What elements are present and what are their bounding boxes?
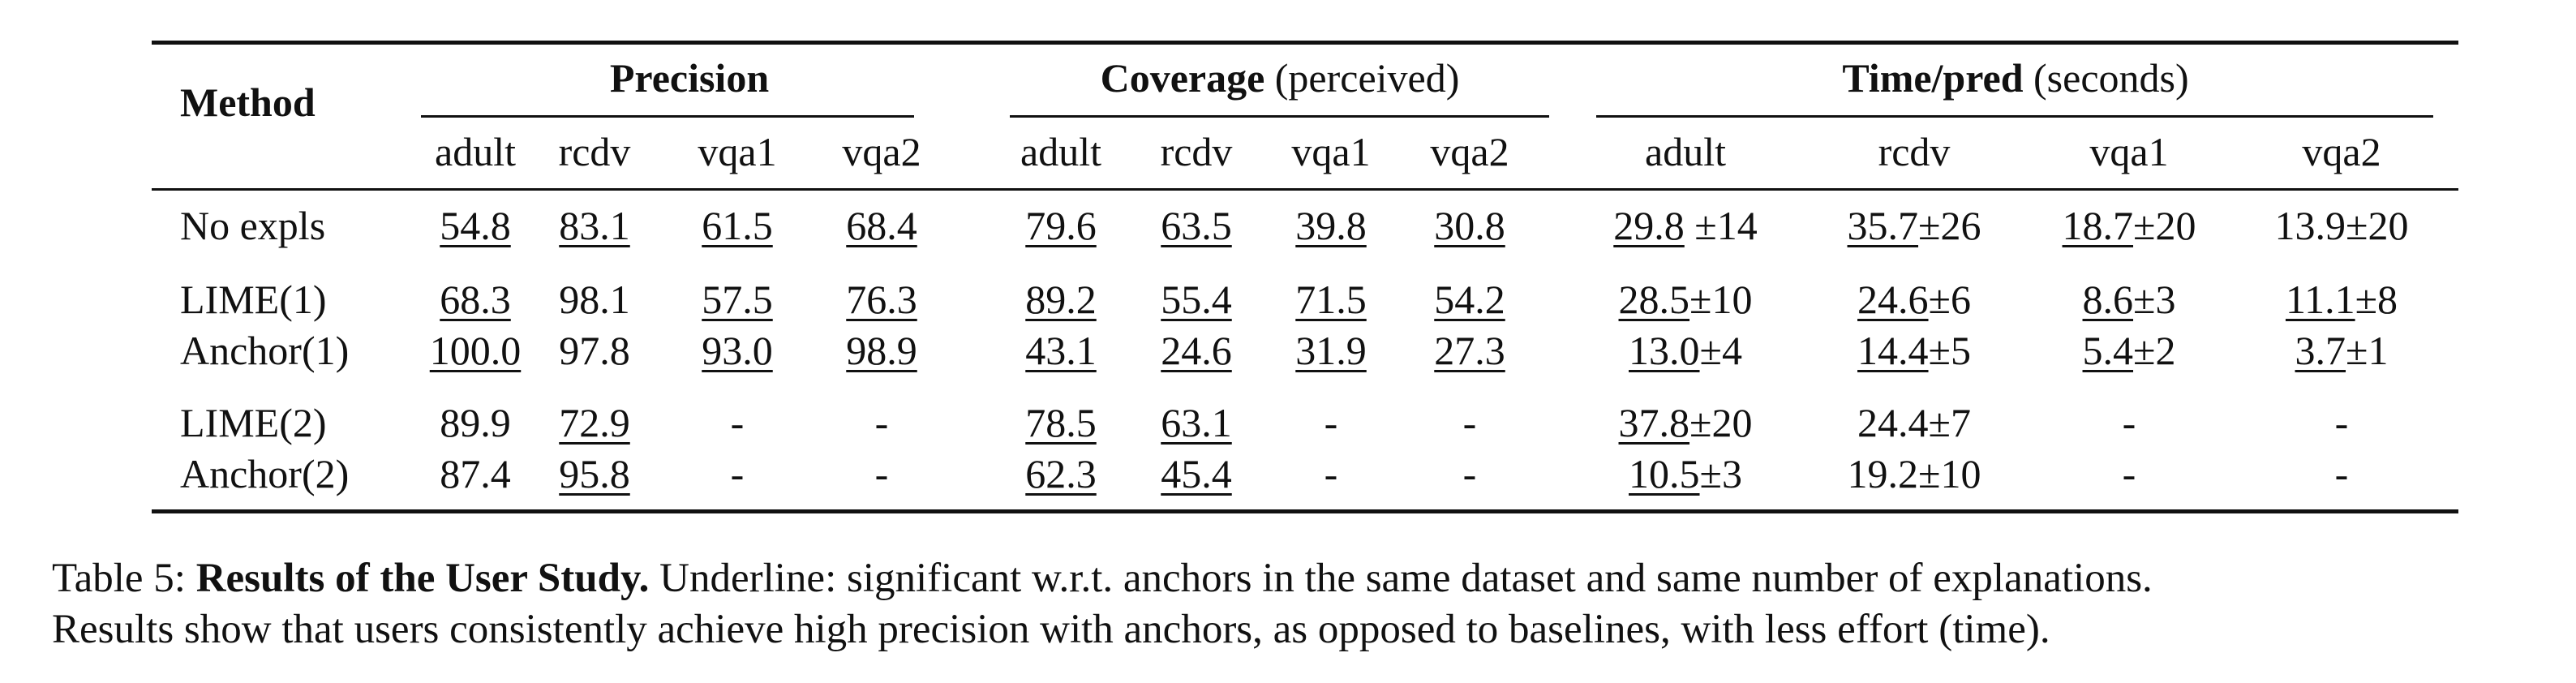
coverage-value xyxy=(1161,275,1232,324)
coverage-value xyxy=(1295,201,1367,250)
coverage-value xyxy=(1161,398,1232,447)
value-text: 79.6 xyxy=(1025,203,1097,248)
coverage-value xyxy=(1463,398,1477,447)
value-text: - xyxy=(1324,451,1338,496)
value-text: 98.9 xyxy=(846,328,917,373)
time-value xyxy=(2335,449,2349,498)
time-value xyxy=(2083,275,2176,324)
time-value xyxy=(2275,201,2409,250)
caption-title: Results of the User Study. xyxy=(195,556,650,601)
time-mean: 24.6 xyxy=(1857,277,1929,322)
precision-value xyxy=(875,398,889,447)
group-suffix: (perceived) xyxy=(1274,55,1460,101)
time-mean: 13.0 xyxy=(1629,328,1700,373)
value-text: - xyxy=(874,451,889,496)
dataset-header-precision: rcdv xyxy=(558,129,631,174)
group-title: Coverage xyxy=(1100,55,1265,101)
coverage-value xyxy=(1295,275,1367,324)
time-value xyxy=(1848,449,1981,498)
coverage-value xyxy=(1161,449,1232,498)
time-mean: 37.8 xyxy=(1618,400,1690,445)
precision-cmidrule xyxy=(421,115,914,118)
time-stddev: ±3 xyxy=(2133,277,2176,322)
precision-value xyxy=(702,275,773,324)
header-rule xyxy=(152,188,2458,191)
time-mean: 19.2 xyxy=(1847,451,1919,496)
value-text: 54.2 xyxy=(1434,277,1505,322)
value-text: 62.3 xyxy=(1025,451,1097,496)
top-rule xyxy=(152,41,2458,45)
time-mean: 18.7 xyxy=(2062,203,2134,248)
coverage-value xyxy=(1434,201,1505,250)
time-mean: 35.7 xyxy=(1847,203,1919,248)
time-mean: 28.5 xyxy=(1618,277,1690,322)
precision-value xyxy=(440,398,511,447)
value-text: 83.1 xyxy=(559,203,630,248)
dataset-header-coverage: adult xyxy=(1020,129,1101,174)
value-text: 98.1 xyxy=(559,277,630,322)
time-value xyxy=(1619,275,1753,324)
value-text: 76.3 xyxy=(846,277,917,322)
time-stddev: ±5 xyxy=(1928,328,1971,373)
value-text: 45.4 xyxy=(1161,451,1232,496)
precision-value xyxy=(846,275,917,324)
dataset-header-coverage: rcdv xyxy=(1160,129,1233,174)
value-text: 78.5 xyxy=(1025,400,1097,445)
coverage-value xyxy=(1434,275,1505,324)
time-stddev: ±10 xyxy=(1918,451,1981,496)
group-title: Precision xyxy=(609,55,770,101)
coverage-value xyxy=(1025,275,1097,324)
method-cell: Anchor(1) xyxy=(180,328,350,373)
precision-value xyxy=(559,326,630,375)
coverage-value xyxy=(1295,326,1367,375)
time-cmidrule xyxy=(1596,115,2433,118)
table-caption xyxy=(52,553,2558,655)
time-mean: - xyxy=(2334,451,2349,496)
dataset-header-coverage: vqa1 xyxy=(1291,129,1371,174)
time-stddev: ±6 xyxy=(1928,277,1971,322)
group-title: Time/pred xyxy=(1842,55,2024,101)
method-cell: No expls xyxy=(180,203,326,248)
caption-line-1: Underline: significant w.r.t. anchors in the same dataset and same number of explanations. xyxy=(659,556,2153,601)
time-value xyxy=(2295,326,2389,375)
value-text: 63.1 xyxy=(1161,400,1232,445)
value-text: - xyxy=(730,451,745,496)
time-mean: 5.4 xyxy=(2082,328,2134,373)
value-text: 43.1 xyxy=(1025,328,1097,373)
value-text: 87.4 xyxy=(440,451,511,496)
time-value xyxy=(2083,326,2176,375)
time-stddev: ±20 xyxy=(2346,203,2409,248)
time-stddev: ±3 xyxy=(1699,451,1742,496)
value-text: 30.8 xyxy=(1434,203,1505,248)
time-mean: 29.8 xyxy=(1613,203,1685,248)
time-stddev: ±7 xyxy=(1928,400,1971,445)
caption-line-2: Results show that users consistently achieve high precision with anchors, as opposed to baselines, with less effort (time). xyxy=(52,607,2050,652)
dataset-header-precision: adult xyxy=(435,129,516,174)
coverage-value xyxy=(1434,326,1505,375)
value-text: - xyxy=(1462,400,1477,445)
value-text: 55.4 xyxy=(1161,277,1232,322)
dataset-header-precision: vqa1 xyxy=(698,129,777,174)
coverage-value xyxy=(1324,449,1338,498)
value-text: 71.5 xyxy=(1295,277,1367,322)
value-text: 89.9 xyxy=(440,400,511,445)
value-text: 68.4 xyxy=(846,203,917,248)
value-text: - xyxy=(730,400,745,445)
dataset-header-precision: vqa2 xyxy=(842,129,921,174)
time-value xyxy=(1629,449,1742,498)
coverage-group-header xyxy=(1101,54,1460,102)
time-value xyxy=(2335,398,2349,447)
time-mean: 14.4 xyxy=(1857,328,1929,373)
precision-value xyxy=(440,449,511,498)
coverage-value xyxy=(1025,326,1097,375)
time-mean: 11.1 xyxy=(2285,277,2355,322)
time-stddev: ±20 xyxy=(1689,400,1753,445)
dataset-header-time: vqa1 xyxy=(2089,129,2169,174)
time-value xyxy=(2123,398,2136,447)
precision-value xyxy=(559,275,630,324)
value-text: - xyxy=(1324,400,1338,445)
time-value xyxy=(1857,275,1971,324)
value-text: 100.0 xyxy=(429,328,522,373)
value-text: 93.0 xyxy=(702,328,773,373)
precision-value xyxy=(430,326,522,375)
time-value xyxy=(1629,326,1742,375)
time-value xyxy=(2063,201,2196,250)
value-text: 97.8 xyxy=(559,328,630,373)
time-stddev: ±26 xyxy=(1918,203,1981,248)
coverage-value xyxy=(1161,326,1232,375)
value-text: 39.8 xyxy=(1295,203,1367,248)
value-text: 57.5 xyxy=(702,277,773,322)
value-text: 24.6 xyxy=(1161,328,1232,373)
time-mean: 3.7 xyxy=(2295,328,2346,373)
value-text: 31.9 xyxy=(1295,328,1367,373)
coverage-cmidrule xyxy=(1010,115,1549,118)
bottom-rule xyxy=(152,509,2458,513)
value-text: - xyxy=(1462,451,1477,496)
time-value xyxy=(1619,398,1753,447)
coverage-value xyxy=(1025,449,1097,498)
value-text: 72.9 xyxy=(559,400,630,445)
precision-value xyxy=(875,449,889,498)
time-group-header xyxy=(1842,54,2188,102)
time-stddev: ±8 xyxy=(2355,277,2398,322)
time-value xyxy=(1857,398,1971,447)
time-stddev: ±2 xyxy=(2133,328,2176,373)
time-stddev: ±4 xyxy=(1699,328,1742,373)
group-suffix: (seconds) xyxy=(2033,55,2189,101)
time-stddev: ±20 xyxy=(2133,203,2196,248)
precision-value xyxy=(702,326,773,375)
value-text: 89.2 xyxy=(1025,277,1097,322)
time-mean: 13.9 xyxy=(2274,203,2346,248)
method-cell: LIME(1) xyxy=(180,277,327,322)
time-value xyxy=(1613,201,1757,250)
value-text: 27.3 xyxy=(1434,328,1505,373)
time-mean: 10.5 xyxy=(1629,451,1700,496)
time-mean: - xyxy=(2334,400,2349,445)
coverage-value xyxy=(1025,398,1097,447)
coverage-value xyxy=(1463,449,1477,498)
precision-group-header xyxy=(610,54,769,102)
precision-value xyxy=(559,449,630,498)
time-stddev: ±10 xyxy=(1689,277,1753,322)
coverage-value xyxy=(1025,201,1097,250)
dataset-header-time: adult xyxy=(1645,129,1726,174)
precision-value xyxy=(440,201,511,250)
precision-value xyxy=(731,449,745,498)
time-value xyxy=(1857,326,1971,375)
precision-value xyxy=(846,326,917,375)
time-stddev: ±14 xyxy=(1684,203,1758,248)
value-text: 95.8 xyxy=(559,451,630,496)
time-value xyxy=(1848,201,1981,250)
precision-value xyxy=(559,398,630,447)
dataset-header-time: rcdv xyxy=(1878,129,1951,174)
time-mean: 24.4 xyxy=(1857,400,1929,445)
time-mean: - xyxy=(2122,400,2136,445)
time-value xyxy=(2286,275,2398,324)
time-stddev: ±1 xyxy=(2346,328,2389,373)
dataset-header-time: vqa2 xyxy=(2302,129,2381,174)
value-text: 54.8 xyxy=(440,203,511,248)
precision-value xyxy=(559,201,630,250)
method-cell: Anchor(2) xyxy=(180,451,350,496)
precision-value xyxy=(702,201,773,250)
time-mean: - xyxy=(2122,451,2136,496)
value-text: 61.5 xyxy=(702,203,773,248)
precision-value xyxy=(440,275,511,324)
value-text: 68.3 xyxy=(440,277,511,322)
coverage-value xyxy=(1161,201,1232,250)
value-text: 63.5 xyxy=(1161,203,1232,248)
precision-value xyxy=(846,201,917,250)
method-header: Method xyxy=(180,79,316,125)
coverage-value xyxy=(1324,398,1338,447)
time-value xyxy=(2123,449,2136,498)
time-mean: 8.6 xyxy=(2082,277,2134,322)
value-text: - xyxy=(874,400,889,445)
precision-value xyxy=(731,398,745,447)
method-cell: LIME(2) xyxy=(180,400,327,445)
dataset-header-coverage: vqa2 xyxy=(1430,129,1509,174)
caption-label: Table 5: xyxy=(52,556,186,601)
